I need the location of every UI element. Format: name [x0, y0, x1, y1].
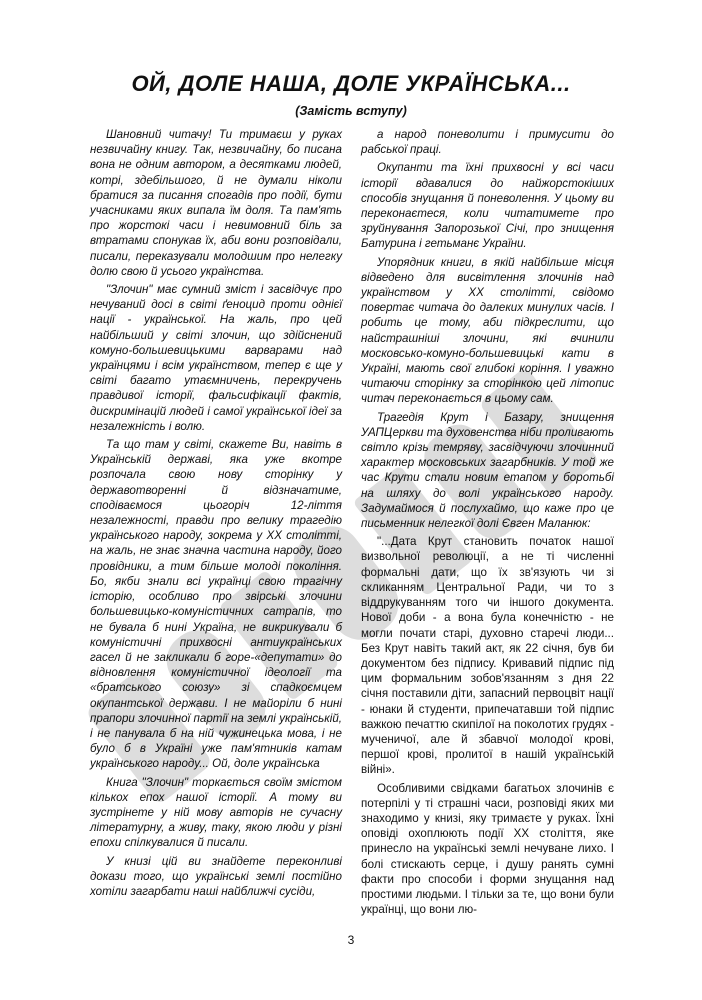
- paragraph: Упорядник книги, в якій найбільше місця відведено для висвітлення злочинів над українством у ХХ столітті, свідомо повертає читача до далеких минулих часів. І робить це тому, аби підкреслити, що найстрашніші злочини, які вчинили московсько-комуно-большевицькі кати в Україні, мають свої глибокі коріння. І уважно читаючи сторінку за сторінкою цей літопис читач переконається в цьому сам.: [361, 255, 614, 406]
- paragraph: а народ поневолити і примусити до рабської праці.: [361, 128, 614, 157]
- paragraph: Книга "Злочин" торкається своїм змістом кількох епох нашої історії. А тому ви зустрінете у ній мову авторів не сучасну літературну, а живу, таку, якою люди у різні епохи спілкувалися й писали.: [90, 775, 342, 850]
- paragraph: Особливими свідками багатьох злочинів є потерпілі у ті страшні часи, розповіді яких ми знаходимо у книзі, яку тримаєте у руках. Їхні оповіді охоплюють події ХХ століття, яке принесло на українські землі нечуване лихо. І болі стискають серце, і душу ранять сумні факти про способи і форми знущання над простими людьми. І тільки за те, що вони були українці, що вони лю-: [361, 781, 614, 917]
- paragraph: Окупанти та їхні прихвосні у всі часи історії вдавалися до найжорстокіших способів знущання й поневолення. У цьому ви переконаєтеся, коли читатимете про зруйнування Запорозької Січі, про знищення Батурина і гетьманє України.: [361, 161, 614, 251]
- paragraph: Шановний читачу! Ти тримаєш у руках незвичайну книгу. Так, незвичайну, бо писана вона не одним автором, а десятками людей, котрі, здебільшого, й не думали ніколи братися за писання спогадів про події, бути учасниками яких випала їм доля. Та пам'ять про жорстокі часи і невимовний біль за втратами спонукав їх, аби вони розповідали, писали, переказували молодшим про нелегку долю свою й усього українства.: [90, 128, 342, 278]
- quotation-paragraph: "...Дата Крут становить початок нашої визвольної революції, а не ті численні формальні дати, що їх зв'язують чи зі скликанням Центральної Ради, чи то з віддрукуванням того чи іншого документа. Нової доби - а вона була конечністю - не могли почати старі, духовно старечі люди... Без Крут навіть такий акт, як 22 січня, був би документом без підпису. Кривавий підпис під цим формальним зобов'язанням з дня 22 січня поставили діти, запасний первоцвіт нації - юнаки й студенти, припечатавши той підпис важкою печаттю скипілої на поколотих грудях - мученичої, але й збавчої молодої крові, першої крові, пролитої в нашій українській війні».: [361, 535, 614, 777]
- page-title: ОЙ, ДОЛЕ НАША, ДОЛЕ УКРАЇНСЬКА...: [131, 71, 571, 96]
- right-column: [361, 127, 614, 920]
- page-number: 3: [347, 933, 355, 947]
- paragraph: У книзі цій ви знайдете переконливі докази того, що українські землі постійно хотіли загарбати наші найближчі сусіди,: [90, 854, 342, 898]
- paragraph: Трагедія Крут і Базару, знищення УАПЦеркви та духовенства ніби проливають світло крізь темряву, засвідчуючи злочинний характер московських загарбників. У той же час Крути стали новим етапом у боротьбі на шляху до волі українського народу. Задумаймося й послухаймо, що каже про це письменник нелегкої долі Євген Маланюк:: [361, 410, 614, 531]
- paragraph: "Злочин" має сумний зміст і засвідчує про нечуваний досі в світі ґеноцид проти однієї нації - української. На жаль, про цей найбільший у світі злочин, що здійснений комуно-большевицькими варварами над українцями і всім українством, тепер є ще у світі багато утаємничень, перекручень правдивої історії, фальсифікації фактів, дискримінацій людей і самої української ідеї за незалежність і волю.: [90, 283, 342, 433]
- page-subtitle: (Замість вступу): [295, 104, 407, 118]
- left-column: [90, 127, 342, 902]
- paragraph: Та що там у світі, скажете Ви, навіть в Українській державі, яка уже вкотре розпочала свою нову сторінку у державотворенні й відзначатиме, сподіваємося цьогоріч 12-ліття незалежності, правди про велику трагедію українського народу, зокрема у ХХ столітті, на жаль, не знає значна частина народу, його провідники, а тим більше молоді покоління. Бо, якби знали всі українці свою трагічну історію, особливо про звірські злочини большевицько-комуністичних сатрапів, то не бувала б нині Україна, не викрикували б комуністичні прихвосні антиукраїнських гасел й не закликали б горе-«депутати» до відновлення комуністичної ідеології та «братського союзу» зі спадкоємцем окупантської держави. І не майоріли б нині прапори злочинної партії на землі українській, і не панувала б на ній чужинецька мова, і не було б в Україні уже пам'ятників катам українського народу... Ой, доле українська: [90, 438, 342, 771]
